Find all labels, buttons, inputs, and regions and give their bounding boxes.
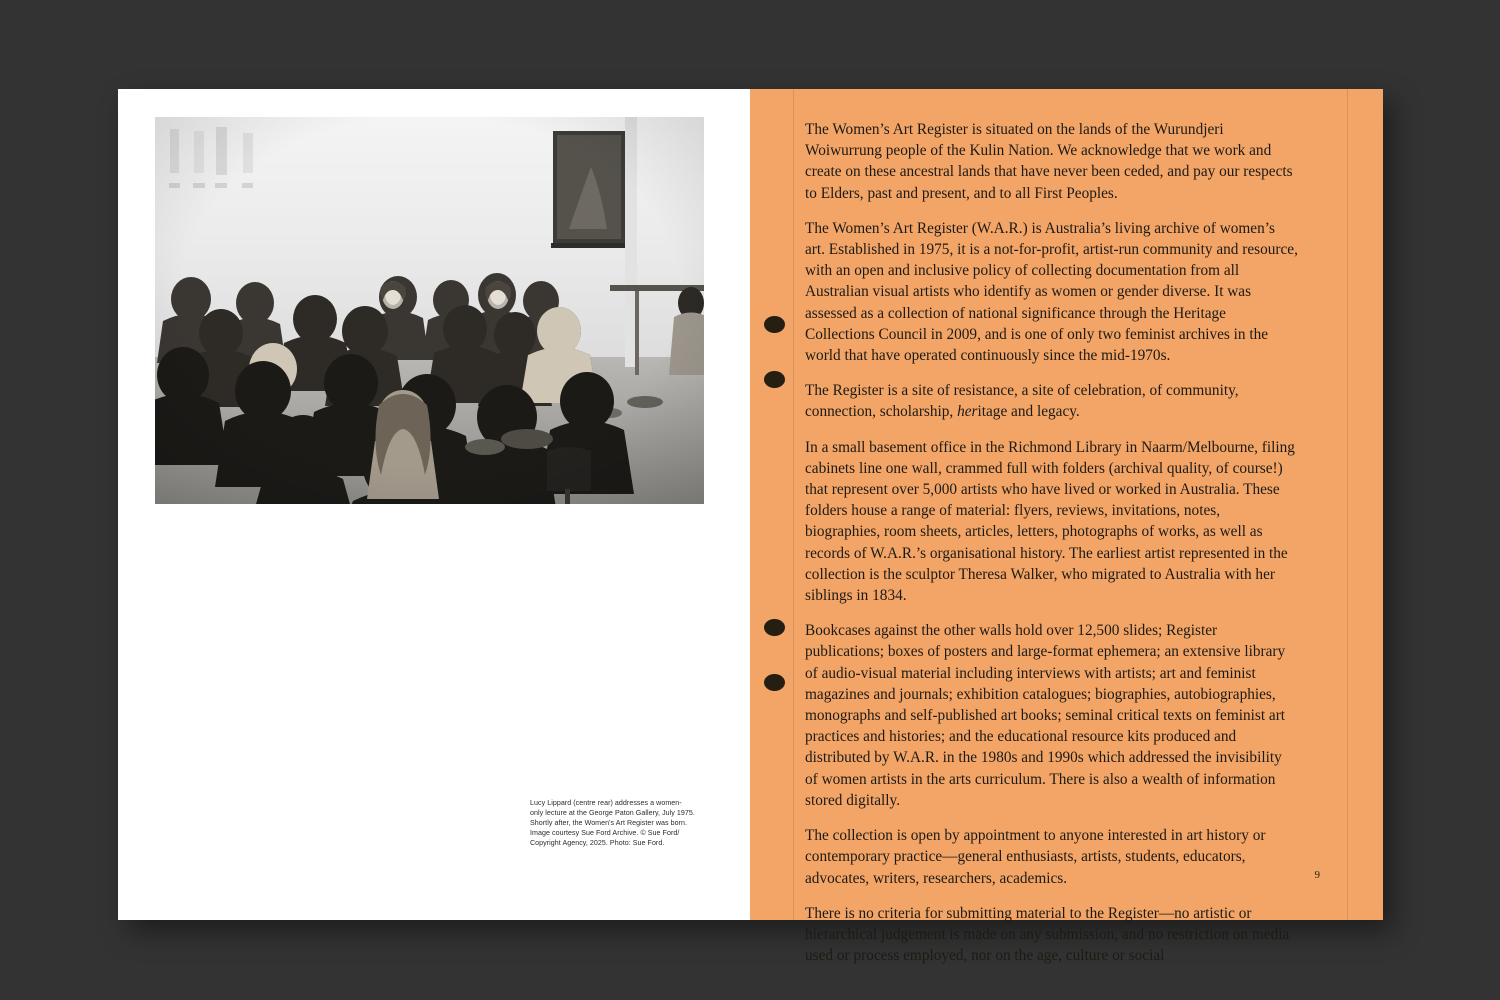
paragraph-text-b: itage and legacy. xyxy=(977,403,1080,421)
caption-line: Image courtesy Sue Ford Archive. © Sue Ford/ xyxy=(530,829,680,838)
paragraph-acknowledgement-of-country: The Women’s Art Register is situated on the lands of the Wurundjeri Woiwurrung people of the Kulin Nation. We acknowledge that we work and create on these ancestral lands that have never been ceded, and pay our respects to Elders, past and present, and to all First Peoples. xyxy=(805,121,1293,202)
paragraph-text-a: The Register is a site of resistance, a site of celebration, of community, connection, scholarship, xyxy=(805,382,1239,421)
body-text-column xyxy=(805,119,1298,966)
binding-hole-icon xyxy=(764,316,785,333)
inner-margin-rule xyxy=(793,89,794,920)
photo-lecture-audience xyxy=(155,117,704,504)
caption-line: Lucy Lippard (centre rear) addresses a women- xyxy=(530,799,682,807)
paragraph-about-war: The Women’s Art Register (W.A.R.) is Australia’s living archive of women’s art. Established in 1975, it is a not-for-profit, artist-run community and resource, with an open and inclusive policy of collecting documentation from all Australian visual artists who identify as women or gender diverse. It was assessed as a collection of national significance through the Heritage Collections Council in 2009, and is one of only two feminist archives in the world that have operated continuously since the mid-1970s. xyxy=(805,219,1298,365)
caption-line: Copyright Agency, 2025. Photo: Sue Ford. xyxy=(530,839,665,848)
right-page xyxy=(750,89,1383,965)
binding-hole-icon xyxy=(764,674,785,691)
paragraph-no-criteria: There is no criteria for submitting material to the Register—no artistic or hierarchical judgement is made on any submission, and no restriction on media used or process employed, nor on the age, culture or social xyxy=(805,904,1290,965)
emphasis-her: her xyxy=(957,403,978,421)
page-number: 9 xyxy=(1314,869,1320,881)
photo-illustration xyxy=(155,117,704,504)
caption-line: only lecture at the George Paton Gallery, July 1975. xyxy=(530,809,695,818)
book-spread xyxy=(118,89,1383,965)
paragraph-site-of-resistance xyxy=(805,380,1298,422)
photo-caption xyxy=(530,798,715,848)
outer-margin-rule xyxy=(1347,89,1348,920)
binding-hole-icon xyxy=(764,619,785,636)
paragraph-basement-office: In a small basement office in the Richmond Library in Naarm/Melbourne, filing cabinets line one wall, crammed full with folders (archival quality, of course!) that represent over 5,000 artists who have lived or worked in Australia. These folders house a range of material: flyers, reviews, invitations, notes, biographies, room sheets, articles, letters, photographs of works, as well as records of W.A.R.’s organisational history. The earliest artist represented in the collection is the sculptor Theresa Walker, who migrated to Australia with her siblings in 1834. xyxy=(805,438,1295,605)
left-page xyxy=(118,89,750,920)
binding-hole-icon xyxy=(764,371,785,388)
paragraph-bookcases: Bookcases against the other walls hold over 12,500 slides; Register publications; boxes of posters and large-format ephemera; an extensive library of audio-visual material including interviews with artists; art and feminist magazines and journals; exhibition catalogues; biographies, autobiographies, monographs and self-published art books; seminal critical texts on feminist art practices and histories; and the educational resource kits produced and distributed by W.A.R. in the 1980s and 1990s which addressed the invisibility of women artists in the arts curriculum. There is also a wealth of information stored digitally. xyxy=(805,622,1286,809)
paragraph-collection-access: The collection is open by appointment to anyone interested in art history or contemporary practice—general enthusiasts, artists, students, educators, advocates, writers, researchers, academics. xyxy=(805,827,1266,887)
caption-line: Shortly after, the Women's Art Register was born. xyxy=(530,819,688,828)
